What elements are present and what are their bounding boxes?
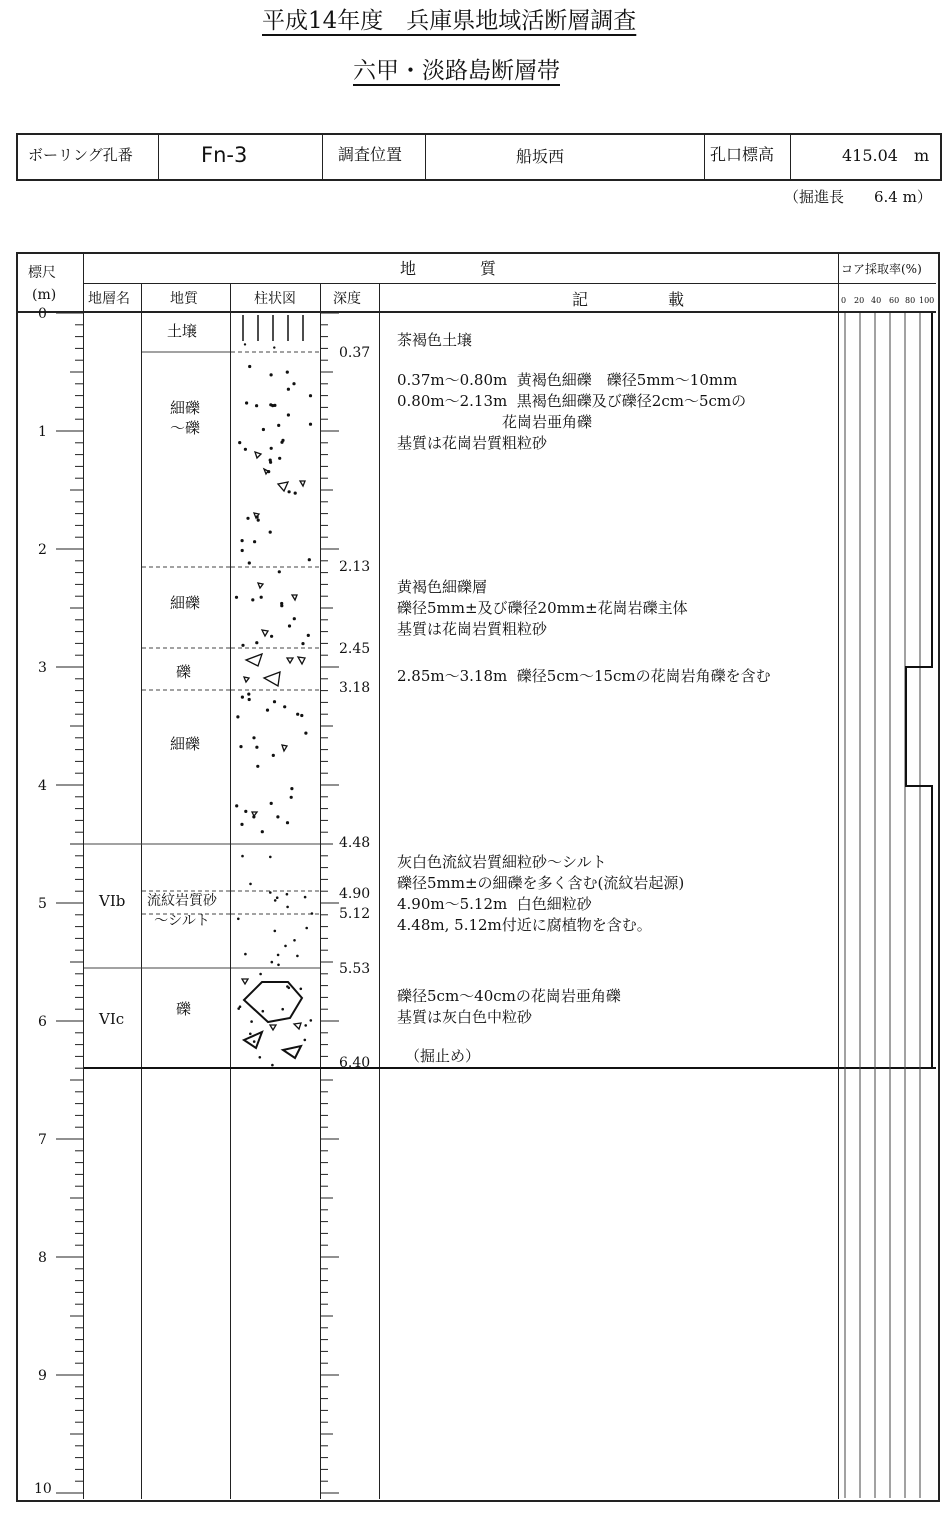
sediment-dot xyxy=(309,423,312,426)
sediment-dot xyxy=(237,1007,240,1010)
sediment-dot xyxy=(307,634,310,637)
sediment-dot xyxy=(255,404,258,407)
sediment-dot xyxy=(259,1056,262,1059)
sediment-dot xyxy=(251,598,254,601)
sediment-dot xyxy=(255,641,258,644)
sediment-dot xyxy=(300,714,303,717)
sediment-dot xyxy=(245,401,248,404)
core-tick: 100 xyxy=(919,296,935,305)
sediment-dot xyxy=(238,441,241,444)
sediment-dot xyxy=(304,732,307,735)
sediment-dot xyxy=(269,459,272,462)
description-header: 記 載 xyxy=(572,290,685,309)
scale-label: 9 xyxy=(38,1368,47,1384)
sediment-dot xyxy=(241,644,244,647)
sediment-dot xyxy=(296,713,299,716)
sediment-dot xyxy=(290,787,293,790)
sediment-dot xyxy=(273,700,276,703)
sediment-dot xyxy=(271,961,274,964)
sediment-dot xyxy=(236,715,239,718)
sediment-dot xyxy=(311,912,314,915)
core-tick: 80 xyxy=(905,296,916,305)
scale-unit: (m) xyxy=(32,287,57,303)
sediment-dot xyxy=(271,1064,274,1067)
sediment-dot xyxy=(270,447,273,450)
sediment-dot xyxy=(246,517,249,520)
page-title: 平成14年度 兵庫県地域活断層調査 xyxy=(262,8,637,34)
sediment-dot xyxy=(262,428,265,431)
location-value: 船坂西 xyxy=(516,147,565,166)
formation-name: VIc xyxy=(99,1010,125,1028)
sediment-dot xyxy=(270,373,273,376)
core-header: コア採取率(%) xyxy=(841,262,922,276)
sediment-dot xyxy=(293,939,296,942)
sediment-dot xyxy=(253,540,256,543)
sediment-dot xyxy=(283,705,286,708)
core-tick: 20 xyxy=(854,296,865,305)
sediment-dot xyxy=(270,635,273,638)
depth-label: 2.13 xyxy=(339,559,371,575)
sediment-dot xyxy=(278,570,281,573)
drill-length: （掘進長 6.4 m） xyxy=(784,188,932,206)
sediment-dot xyxy=(248,365,251,368)
sediment-dot xyxy=(278,457,281,460)
sediment-dot xyxy=(293,617,296,620)
sediment-dot xyxy=(274,930,277,933)
sediment-dot xyxy=(241,696,244,699)
scale-label: 5 xyxy=(38,896,47,912)
sediment-dot xyxy=(269,531,272,534)
scale-label: 4 xyxy=(38,778,47,794)
description: （掘止め） xyxy=(405,1047,481,1065)
sediment-dot xyxy=(266,709,269,712)
sediment-dot xyxy=(253,1040,256,1043)
scale-label: 6 xyxy=(38,1014,47,1030)
elevation-label: 孔口標高 xyxy=(710,145,775,164)
lithology-header: 地質 xyxy=(170,291,198,307)
scale-label: 8 xyxy=(38,1250,47,1266)
sediment-dot xyxy=(287,413,290,416)
boring-no-value: Fn-3 xyxy=(201,143,248,167)
sediment-dot xyxy=(244,448,247,451)
sediment-dot xyxy=(269,856,272,859)
description: 黄褐色細礫層 礫径5mm±及び礫径20mm±花崗岩礫主体 基質は花崗岩質粗粒砂 xyxy=(397,578,688,638)
sediment-dot xyxy=(277,424,280,427)
sediment-dot xyxy=(269,891,272,894)
description: 0.37m～0.80m 黄褐色細礫 礫径5mm～10mm 0.80m～2.13m 黒褐色細礫及び礫径2cm～5cmの 花崗岩亜角礫 基質は花崗岩質粗粒砂 xyxy=(397,371,747,452)
sediment-dot xyxy=(286,906,289,909)
sediment-dot xyxy=(281,1008,284,1011)
depth-label: 3.18 xyxy=(339,680,371,696)
sediment-dot xyxy=(250,1020,253,1023)
core-tick: 60 xyxy=(889,296,900,305)
sediment-dot xyxy=(259,973,262,976)
depth-label: 4.90 xyxy=(339,886,371,902)
depth-label: 0.37 xyxy=(339,345,371,361)
sediment-dot xyxy=(281,439,284,442)
sediment-dot xyxy=(241,539,244,542)
sediment-dot xyxy=(286,893,289,896)
sediment-dot xyxy=(310,1019,313,1022)
sediment-dot xyxy=(280,604,283,607)
sediment-dot xyxy=(262,1010,265,1013)
core-tick: 40 xyxy=(871,296,882,305)
sediment-dot xyxy=(294,492,297,495)
scale-label: 1 xyxy=(38,424,47,440)
scale-label: 10 xyxy=(34,1481,52,1497)
sediment-dot xyxy=(241,855,244,858)
depth-label: 4.48 xyxy=(339,835,371,851)
sediment-dot xyxy=(305,927,308,930)
depth-label: 5.53 xyxy=(339,961,371,977)
sediment-dot xyxy=(273,346,275,348)
sediment-dot xyxy=(290,796,293,799)
sediment-dot xyxy=(286,821,289,824)
sediment-dot xyxy=(247,693,250,696)
sediment-dot xyxy=(240,823,243,826)
sediment-dot xyxy=(286,371,289,374)
sediment-dot xyxy=(288,624,291,627)
sediment-dot xyxy=(296,955,299,958)
description: 茶褐色土壌 xyxy=(397,331,473,349)
depth-label: 6.40 xyxy=(339,1055,371,1071)
column-header: 柱状図 xyxy=(254,291,296,307)
core-tick: 0 xyxy=(841,296,847,305)
boring-no-label: ボーリング孔番 xyxy=(28,146,133,164)
page-subtitle: 六甲・淡路島断層帯 xyxy=(353,58,560,84)
sediment-dot xyxy=(300,988,303,991)
location-label: 調査位置 xyxy=(338,145,403,164)
sediment-dot xyxy=(304,896,307,899)
sediment-dot xyxy=(308,558,311,561)
sediment-dot xyxy=(276,815,279,818)
sediment-dot xyxy=(276,896,279,899)
sediment-dot xyxy=(235,804,238,807)
sediment-dot xyxy=(287,388,290,391)
depth-label: 2.45 xyxy=(339,641,371,657)
sediment-dot xyxy=(288,987,291,990)
elevation-value: 415.04 m xyxy=(842,146,930,165)
sediment-dot xyxy=(239,745,242,748)
sediment-dot xyxy=(244,343,246,345)
sediment-dot xyxy=(304,1024,307,1027)
sediment-dot xyxy=(271,404,274,407)
sediment-dot xyxy=(260,596,263,599)
lithology-name: 土壌 xyxy=(167,322,198,340)
sediment-dot xyxy=(270,802,273,805)
sediment-dot xyxy=(248,561,251,564)
sediment-dot xyxy=(288,490,291,493)
sediment-dot xyxy=(292,382,295,385)
geology-header: 地 質 xyxy=(400,259,497,278)
sediment-dot xyxy=(261,830,264,833)
sediment-dot xyxy=(309,394,312,397)
depth-label: 5.12 xyxy=(339,906,371,922)
lithology-name: 礫 xyxy=(176,663,192,681)
sediment-dot xyxy=(244,810,247,813)
lithology-name: 細礫 xyxy=(170,594,201,612)
sediment-dot xyxy=(301,642,304,645)
sediment-dot xyxy=(284,945,287,948)
sediment-dot xyxy=(237,918,240,921)
depth-header: 深度 xyxy=(333,291,361,307)
scale-label: 3 xyxy=(38,660,47,676)
formation-header: 地層名 xyxy=(88,291,130,307)
sediment-dot xyxy=(235,596,238,599)
sediment-dot xyxy=(244,953,247,956)
description: 灰白色流紋岩質細粒砂～シルト 礫径5mm±の細礫を多く含む(流紋岩起源) 4.90m～5.12m 白色細粒砂 4.48m, 5.12m付近に腐植物を含む。 xyxy=(397,853,685,934)
sediment-dot xyxy=(252,736,255,739)
sediment-dot xyxy=(272,754,275,757)
lithology-name: 礫 xyxy=(176,1000,192,1018)
scale-header: 標尺 xyxy=(28,265,56,281)
sediment-dot xyxy=(255,746,258,749)
scale-label: 7 xyxy=(38,1132,47,1148)
description: 礫径5cm～40cmの花崗岩亜角礫 基質は灰白色中粒砂 xyxy=(397,987,621,1026)
formation-name: VIb xyxy=(99,892,126,910)
sediment-dot xyxy=(274,899,277,902)
lithology-name: 細礫 ～礫 xyxy=(170,399,201,437)
sediment-dot xyxy=(249,1033,252,1036)
lithology-name: 細礫 xyxy=(170,735,201,753)
scale-label: 2 xyxy=(38,542,47,558)
sediment-dot xyxy=(277,954,280,957)
lithology-name: 流紋岩質砂 ～シルト xyxy=(147,893,217,929)
sediment-dot xyxy=(256,765,259,768)
sediment-dot xyxy=(304,1039,307,1042)
sediment-dot xyxy=(241,549,244,552)
description: 2.85m～3.18m 礫径5cm～15cmの花崗岩角礫を含む xyxy=(397,667,771,685)
scale-label: 0 xyxy=(38,306,47,322)
sediment-dot xyxy=(248,698,251,701)
sediment-dot xyxy=(257,519,260,522)
sediment-dot xyxy=(249,883,252,886)
sediment-dot xyxy=(277,964,280,967)
